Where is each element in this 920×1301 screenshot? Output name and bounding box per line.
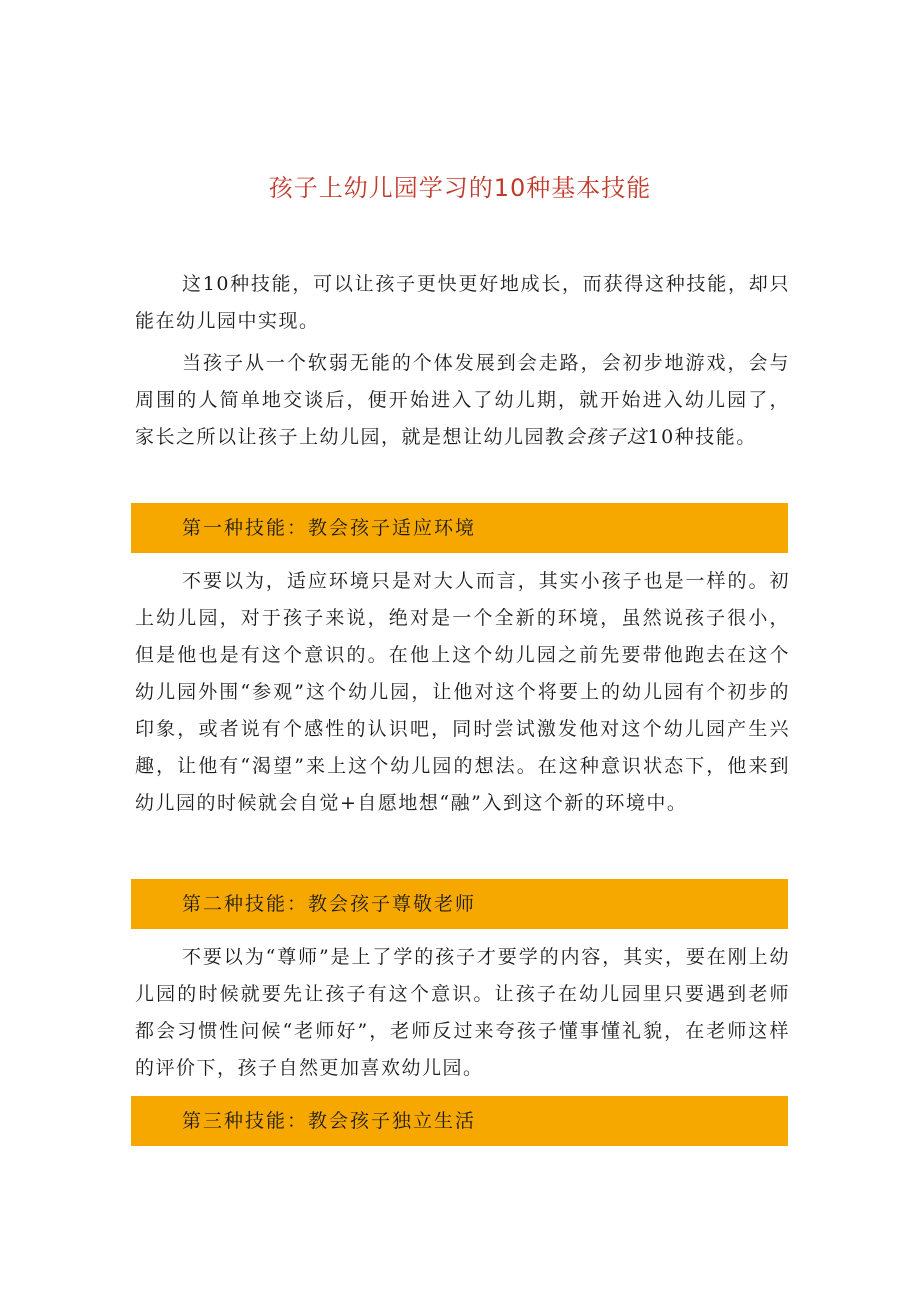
intro-paragraph-1: 这10种技能，可以让孩子更快更好地成长，而获得这种技能，却只能在幼儿园中实现。: [135, 273, 790, 332]
section-heading-1: 第一种技能：教会孩子适应环境: [131, 503, 788, 553]
section-heading-2: 第二种技能：教会孩子尊敬老师: [131, 879, 788, 929]
section-body-2: 不要以为“尊师”是上了学的孩子才要学的内容，其实，要在刚上幼儿园的时候就要先让孩子有这个意识。让孩子在幼儿园里只要遇到老师都会习惯性问候“老师好”，老师反过来夸孩子懂事懂礼貌，在老师这样的评价下，孩子自然更加喜欢幼儿园。: [135, 946, 790, 1079]
intro-paragraph-2-tail: 10种技能。: [647, 426, 757, 448]
section-heading-3: 第三种技能：教会孩子独立生活: [131, 1096, 788, 1146]
intro-paragraph-2-text: 当孩子从一个软弱无能的个体发展到会走路，会初步地游戏，会与周围的人简单地交谈后，便开始进入了幼儿期，就开始进入幼儿园了，家长之所以让孩子上幼儿园，就是想让幼儿园教: [135, 352, 790, 448]
intro-paragraph-2-italic: 会孩子这: [565, 426, 648, 448]
intro-paragraph-2: [135, 345, 790, 456]
section-body-1: 不要以为，适应环境只是对大人而言，其实小孩子也是一样的。初上幼儿园，对于孩子来说，绝对是一个全新的环境，虽然说孩子很小，但是他也是有这个意识的。在他上这个幼儿园之前先要带他跑去在这个幼儿园外围“参观”这个幼儿园，让他对这个将要上的幼儿园有个初步的印象，或者说有个感性的认识吧，同时尝试激发他对这个幼儿园产生兴趣，让他有“渴望”来上这个幼儿园的想法。在这种意识状态下，他来到幼儿园的时候就会自觉+自愿地想“融”入到这个新的环境中。: [135, 570, 790, 814]
document-title: 孩子上幼儿园学习的10种基本技能: [268, 174, 652, 202]
